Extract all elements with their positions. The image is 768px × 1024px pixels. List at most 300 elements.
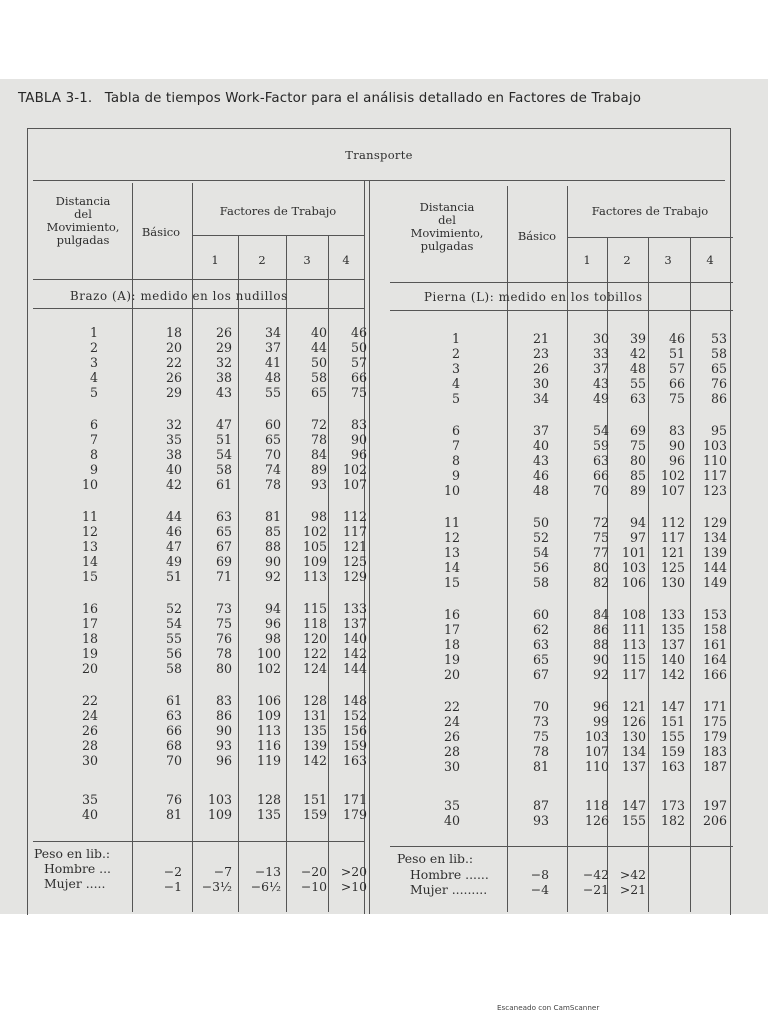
right-distance-cell: 3 (451, 361, 460, 376)
left-hombre-cell: −13 (254, 864, 281, 879)
left-distance-cell: 18 (81, 631, 98, 646)
right-factor-cell: 101 (621, 545, 646, 560)
right-factor-cell: 139 (702, 545, 727, 560)
right-factor-cell: 43 (592, 376, 609, 391)
left-factor-cell: 102 (342, 462, 367, 477)
left-distance-cell: 19 (81, 646, 98, 661)
right-factor-cell: 147 (621, 798, 646, 813)
left-factor-cell: 72 (310, 417, 327, 432)
right-hombre-cell: −42 (582, 867, 609, 882)
right-basic-cell: 70 (532, 699, 549, 714)
left-factor-cell: 80 (215, 661, 232, 676)
left-factor-cell: 106 (256, 693, 281, 708)
right-factor-cell: 163 (660, 759, 685, 774)
left-distance-cell: 8 (89, 447, 98, 462)
left-distance-cell: 1 (89, 325, 98, 340)
left-distance-cell: 16 (81, 601, 98, 616)
right-distance-header (397, 201, 497, 253)
left-factor-number: 1 (211, 253, 219, 267)
right-basic-cell: 65 (532, 652, 549, 667)
right-basic-cell: 54 (532, 545, 549, 560)
right-distance-cell: 1 (451, 331, 460, 346)
left-factor-cell: 34 (264, 325, 281, 340)
right-factor-cell: 121 (621, 699, 646, 714)
left-basic-cell: 70 (165, 753, 182, 768)
right-factor-cell: 39 (629, 331, 646, 346)
right-factor-cell: 115 (621, 652, 646, 667)
scanner-note: Escaneado con CamScanner (497, 1003, 600, 1012)
left-factor-cell: 119 (256, 753, 281, 768)
left-factor-cell: 107 (342, 477, 367, 492)
left-factor-cell: 121 (342, 539, 367, 554)
left-basic-cell: 52 (165, 601, 182, 616)
right-factor-cell: 121 (660, 545, 685, 560)
right-distance-cell: 19 (443, 652, 460, 667)
left-factor-cell: 116 (256, 738, 281, 753)
left-mujer-cell: −1 (163, 879, 182, 894)
right-factor-cell: 57 (668, 361, 685, 376)
right-factor-cell: 106 (621, 575, 646, 590)
left-factor-cell: 148 (342, 693, 367, 708)
right-basic-cell: 63 (532, 637, 549, 652)
left-factor-cell: 122 (302, 646, 327, 661)
left-factor-cell: 61 (215, 477, 232, 492)
right-factor-cell: 58 (710, 346, 727, 361)
right-factor-cell: 66 (592, 468, 609, 483)
left-factor-cell: 163 (342, 753, 367, 768)
right-factor-cell: 179 (702, 729, 727, 744)
left-factor-cell: 117 (342, 524, 367, 539)
left-basic-cell: 26 (165, 370, 182, 385)
right-basic-cell: 62 (532, 622, 549, 637)
left-factor-cell: 85 (264, 524, 281, 539)
left-factor-cell: 109 (256, 708, 281, 723)
right-distance-cell: 4 (451, 376, 460, 391)
left-factor-cell: 128 (256, 792, 281, 807)
header-rule (33, 180, 725, 181)
left-basic-cell: 66 (165, 723, 182, 738)
right-factor-cell: 96 (668, 453, 685, 468)
right-distance-cell: 26 (443, 729, 460, 744)
right-factor-cell: 90 (668, 438, 685, 453)
left-distance-cell: 13 (81, 539, 98, 554)
left-basic-cell: 76 (165, 792, 182, 807)
caption-title: Tabla de tiempos Work-Factor para el análisis detallado en Factores de Trabajo (104, 91, 642, 106)
left-distance-cell: 3 (89, 355, 98, 370)
left-factor-cell: 90 (264, 554, 281, 569)
left-factor-cell: 129 (342, 569, 367, 584)
left-distance-cell: 7 (89, 432, 98, 447)
left-factor-cell: 54 (215, 447, 232, 462)
left-basic-cell: 29 (165, 385, 182, 400)
left-factor-cell: 103 (207, 792, 232, 807)
right-factor-cell: 103 (702, 438, 727, 453)
right-distance-header-line: pulgadas (420, 239, 474, 253)
left-factor-cell: 115 (302, 601, 327, 616)
right-distance-cell: 6 (451, 423, 460, 438)
left-factor-cell: 171 (342, 792, 367, 807)
right-factor-cell: 130 (660, 575, 685, 590)
left-factor-cell: 69 (215, 554, 232, 569)
left-factor-cell: 128 (302, 693, 327, 708)
right-distance-header-line: Movimiento, (410, 226, 484, 240)
left-factor-rule (192, 235, 364, 236)
right-factor-cell: 84 (592, 607, 609, 622)
left-hombre-cell: −2 (163, 864, 182, 879)
right-factor-cell: 125 (660, 560, 685, 575)
caption-number: TABLA 3-1. (18, 91, 93, 106)
left-factor-cell: 94 (264, 601, 281, 616)
left-factor-cell: 92 (264, 569, 281, 584)
left-basic-cell: 58 (165, 661, 182, 676)
left-basic-cell: 51 (165, 569, 182, 584)
left-factor-cell: 58 (215, 462, 232, 477)
left-factor-cell: 70 (264, 447, 281, 462)
right-factor-cell: 76 (710, 376, 727, 391)
left-factor-cell: 125 (342, 554, 367, 569)
left-hombre-label: Hombre ... (44, 861, 111, 876)
left-factor-cell: 96 (215, 753, 232, 768)
right-distance-cell: 12 (443, 530, 460, 545)
table-caption (18, 91, 758, 106)
right-factors-header: Factores de Trabajo (591, 204, 709, 218)
left-factor-cell: 100 (256, 646, 281, 661)
right-factor-cell: 37 (592, 361, 609, 376)
left-factor-cell: 40 (310, 325, 327, 340)
left-factor-cell: 43 (215, 385, 232, 400)
right-basic-cell: 52 (532, 530, 549, 545)
right-factor-cell: 63 (629, 391, 646, 406)
left-factor-cell: 65 (264, 432, 281, 447)
left-mujer-cell: −6½ (250, 879, 281, 894)
right-factor-cell: 69 (629, 423, 646, 438)
right-factor-cell: 112 (660, 515, 685, 530)
right-distance-header-line: del (438, 213, 456, 227)
right-distance-cell: 10 (443, 483, 460, 498)
left-distance-cell: 30 (81, 753, 98, 768)
right-factor-cell: 86 (592, 622, 609, 637)
left-distance-cell: 4 (89, 370, 98, 385)
right-basic-cell: 34 (532, 391, 549, 406)
left-factor-cell: 51 (215, 432, 232, 447)
left-factor-cell: 156 (342, 723, 367, 738)
right-hombre-cell: −8 (530, 867, 549, 882)
right-factor-cell: 126 (584, 813, 609, 828)
left-factor-cell: 109 (302, 554, 327, 569)
right-basic-cell: 93 (532, 813, 549, 828)
right-factor-cell: 103 (621, 560, 646, 575)
right-factor-cell: 90 (592, 652, 609, 667)
left-distance-cell: 20 (81, 661, 98, 676)
right-factor-cell: 42 (629, 346, 646, 361)
left-factor-cell: 63 (215, 509, 232, 524)
left-factor-cell: 78 (264, 477, 281, 492)
left-factor-cell: 135 (256, 807, 281, 822)
right-factor-cell: 134 (702, 530, 727, 545)
left-factor-cell: 46 (350, 325, 367, 340)
left-mujer-cell: >10 (340, 879, 367, 894)
left-factor-cell: 41 (264, 355, 281, 370)
right-factor-rule (567, 237, 733, 238)
right-factor-cell: 135 (660, 622, 685, 637)
left-factor-cell: 93 (310, 477, 327, 492)
right-factor-cell: 134 (621, 744, 646, 759)
right-factor-cell: 51 (668, 346, 685, 361)
right-basic-cell: 87 (532, 798, 549, 813)
left-distance-cell: 24 (81, 708, 98, 723)
right-distance-cell: 30 (443, 759, 460, 774)
right-distance-cell: 15 (443, 575, 460, 590)
right-distance-cell: 18 (443, 637, 460, 652)
left-factor-number: 4 (342, 253, 350, 267)
right-factor-cell: 97 (629, 530, 646, 545)
left-factor-cell: 179 (342, 807, 367, 822)
left-mujer-cell: −3½ (201, 879, 232, 894)
right-factor-cell: 86 (710, 391, 727, 406)
left-factor-cell: 26 (215, 325, 232, 340)
left-factor-cell: 96 (264, 616, 281, 631)
left-factor-cell: 90 (215, 723, 232, 738)
right-factor-cell: 95 (710, 423, 727, 438)
right-basic-cell: 75 (532, 729, 549, 744)
left-factor-cell: 135 (302, 723, 327, 738)
left-distance-header-line: pulgadas (56, 233, 110, 247)
right-factor-cell: 166 (702, 667, 727, 682)
right-distance-cell: 13 (443, 545, 460, 560)
right-factor-cell: 107 (584, 744, 609, 759)
right-basic-cell: 78 (532, 744, 549, 759)
right-factor-cell: 144 (702, 560, 727, 575)
right-factor-cell: 171 (702, 699, 727, 714)
left-basic-cell: 47 (165, 539, 182, 554)
left-basic-cell: 32 (165, 417, 182, 432)
right-basic-cell: 30 (532, 376, 549, 391)
left-basic-cell: 20 (165, 340, 182, 355)
right-factor-cell: 155 (660, 729, 685, 744)
left-basic-cell: 42 (165, 477, 182, 492)
left-factor-cell: 67 (215, 539, 232, 554)
left-factor-cell: 78 (310, 432, 327, 447)
right-distance-cell: 28 (443, 744, 460, 759)
right-factor-cell: 70 (592, 483, 609, 498)
left-basic-cell: 54 (165, 616, 182, 631)
right-factor-cell: 30 (592, 331, 609, 346)
left-basic-cell: 61 (165, 693, 182, 708)
right-basic-cell: 43 (532, 453, 549, 468)
left-hombre-cell: −20 (300, 864, 327, 879)
right-factor-cell: 159 (660, 744, 685, 759)
left-factor-cell: 96 (350, 447, 367, 462)
right-factor-cell: 187 (702, 759, 727, 774)
left-factor-cell: 139 (302, 738, 327, 753)
right-factor-cell: 80 (629, 453, 646, 468)
left-distance-cell: 9 (89, 462, 98, 477)
right-factor-cell: 118 (584, 798, 609, 813)
right-factor-cell: 117 (660, 530, 685, 545)
right-basic-cell: 81 (532, 759, 549, 774)
left-basic-cell: 46 (165, 524, 182, 539)
left-factor-cell: 90 (350, 432, 367, 447)
right-factor-cell: 137 (621, 759, 646, 774)
left-factor-cell: 93 (215, 738, 232, 753)
right-basic-cell: 60 (532, 607, 549, 622)
left-factor-cell: 88 (264, 539, 281, 554)
right-weight-label: Peso en lib.: (397, 851, 474, 866)
left-distance-cell: 12 (81, 524, 98, 539)
right-distance-header-line: Distancia (419, 200, 475, 214)
right-distance-cell: 24 (443, 714, 460, 729)
right-distance-cell: 5 (451, 391, 460, 406)
left-basic-cell: 68 (165, 738, 182, 753)
left-factor-cell: 105 (302, 539, 327, 554)
left-factor-cell: 58 (310, 370, 327, 385)
left-factor-cell: 29 (215, 340, 232, 355)
right-factor-cell: 85 (629, 468, 646, 483)
right-factor-cell: 96 (592, 699, 609, 714)
left-factor-cell: 113 (302, 569, 327, 584)
right-header-bottom (390, 282, 733, 283)
left-basic-cell: 81 (165, 807, 182, 822)
left-header-bottom (33, 279, 364, 280)
left-basic-cell: 63 (165, 708, 182, 723)
right-factor-cell: 117 (702, 468, 727, 483)
right-factor-cell: 102 (660, 468, 685, 483)
section-brazo: Brazo (A): medido en los nudillos (70, 289, 288, 303)
right-factor-cell: 53 (710, 331, 727, 346)
right-distance-cell: 2 (451, 346, 460, 361)
right-factor-cell: 77 (592, 545, 609, 560)
left-factor-cell: 98 (310, 509, 327, 524)
right-factor-cell: 117 (621, 667, 646, 682)
left-basic-cell: 55 (165, 631, 182, 646)
right-factor-cell: 59 (592, 438, 609, 453)
right-distance-cell: 16 (443, 607, 460, 622)
right-factor-cell: 75 (668, 391, 685, 406)
left-factor-cell: 48 (264, 370, 281, 385)
right-factor-cell: 147 (660, 699, 685, 714)
left-distance-cell: 6 (89, 417, 98, 432)
left-factor-cell: 120 (302, 631, 327, 646)
right-factor-cell: 113 (621, 637, 646, 652)
right-factor-number: 3 (664, 253, 672, 267)
section-pierna: Pierna (L): medido en los tobillos (424, 290, 643, 304)
left-factor-number: 3 (303, 253, 311, 267)
right-factor-cell: 83 (668, 423, 685, 438)
right-basic-cell: 26 (532, 361, 549, 376)
left-distance-cell: 28 (81, 738, 98, 753)
left-factor-cell: 86 (215, 708, 232, 723)
left-factor-cell: 76 (215, 631, 232, 646)
left-factor-cell: 74 (264, 462, 281, 477)
left-distance-cell: 35 (81, 792, 98, 807)
right-factor-cell: 183 (702, 744, 727, 759)
right-distance-cell: 14 (443, 560, 460, 575)
left-factor-cell: 131 (302, 708, 327, 723)
left-factor-cell: 81 (264, 509, 281, 524)
right-distance-cell: 40 (443, 813, 460, 828)
right-factor-cell: 72 (592, 515, 609, 530)
right-factor-cell: 129 (702, 515, 727, 530)
left-distance-cell: 40 (81, 807, 98, 822)
left-factor-cell: 83 (215, 693, 232, 708)
right-factor-cell: 94 (629, 515, 646, 530)
right-factor-cell: 46 (668, 331, 685, 346)
left-factor-cell: 84 (310, 447, 327, 462)
left-distance-cell: 2 (89, 340, 98, 355)
left-factor-cell: 102 (302, 524, 327, 539)
right-basic-cell: 56 (532, 560, 549, 575)
right-distance-cell: 7 (451, 438, 460, 453)
left-factor-cell: 37 (264, 340, 281, 355)
right-factor-cell: 151 (660, 714, 685, 729)
left-factor-cell: 98 (264, 631, 281, 646)
left-factor-cell: 83 (350, 417, 367, 432)
left-weight-label: Peso en lib.: (34, 846, 111, 861)
left-factor-cell: 109 (207, 807, 232, 822)
right-factor-cell: 149 (702, 575, 727, 590)
right-factor-cell: 108 (621, 607, 646, 622)
left-hombre-cell: >20 (340, 864, 367, 879)
right-basic-cell: 46 (532, 468, 549, 483)
right-mujer-cell: −21 (582, 882, 609, 897)
left-distance-cell: 15 (81, 569, 98, 584)
left-factor-cell: 32 (215, 355, 232, 370)
left-factor-cell: 112 (342, 509, 367, 524)
right-footer-rule (390, 846, 733, 847)
left-basic-cell: 22 (165, 355, 182, 370)
left-basic-cell: 38 (165, 447, 182, 462)
right-factor-cell: 137 (660, 637, 685, 652)
right-factor-cell: 161 (702, 637, 727, 652)
left-distance-header-line: del (74, 207, 92, 221)
right-factor-cell: 63 (592, 453, 609, 468)
left-mujer-cell: −10 (300, 879, 327, 894)
right-factor-number: 2 (623, 253, 631, 267)
left-factor-cell: 144 (342, 661, 367, 676)
left-factor-cell: 38 (215, 370, 232, 385)
right-distance-cell: 8 (451, 453, 460, 468)
right-basic-cell: 23 (532, 346, 549, 361)
left-factor-cell: 142 (342, 646, 367, 661)
right-factor-cell: 54 (592, 423, 609, 438)
right-hombre-label: Hombre ...... (410, 867, 489, 882)
right-factor-cell: 75 (629, 438, 646, 453)
right-factor-cell: 80 (592, 560, 609, 575)
right-mujer-label: Mujer ......... (410, 882, 488, 897)
right-mujer-cell: >21 (619, 882, 646, 897)
right-factor-cell: 65 (710, 361, 727, 376)
left-basic-cell: 18 (165, 325, 182, 340)
right-factor-cell: 103 (584, 729, 609, 744)
left-factor-cell: 159 (302, 807, 327, 822)
right-factor-cell: 99 (592, 714, 609, 729)
right-factor-cell: 175 (702, 714, 727, 729)
right-factor-cell: 82 (592, 575, 609, 590)
left-basic-header: Básico (141, 225, 181, 239)
left-distance-cell: 10 (81, 477, 98, 492)
left-factor-cell: 102 (256, 661, 281, 676)
left-factor-cell: 151 (302, 792, 327, 807)
right-basic-cell: 58 (532, 575, 549, 590)
left-distance-cell: 11 (81, 509, 98, 524)
left-factor-cell: 142 (302, 753, 327, 768)
left-factor-cell: 65 (310, 385, 327, 400)
left-distance-cell: 5 (89, 385, 98, 400)
left-mujer-label: Mujer ..... (44, 876, 106, 891)
right-factor-cell: 126 (621, 714, 646, 729)
left-factor-cell: 50 (310, 355, 327, 370)
left-factor-cell: 55 (264, 385, 281, 400)
